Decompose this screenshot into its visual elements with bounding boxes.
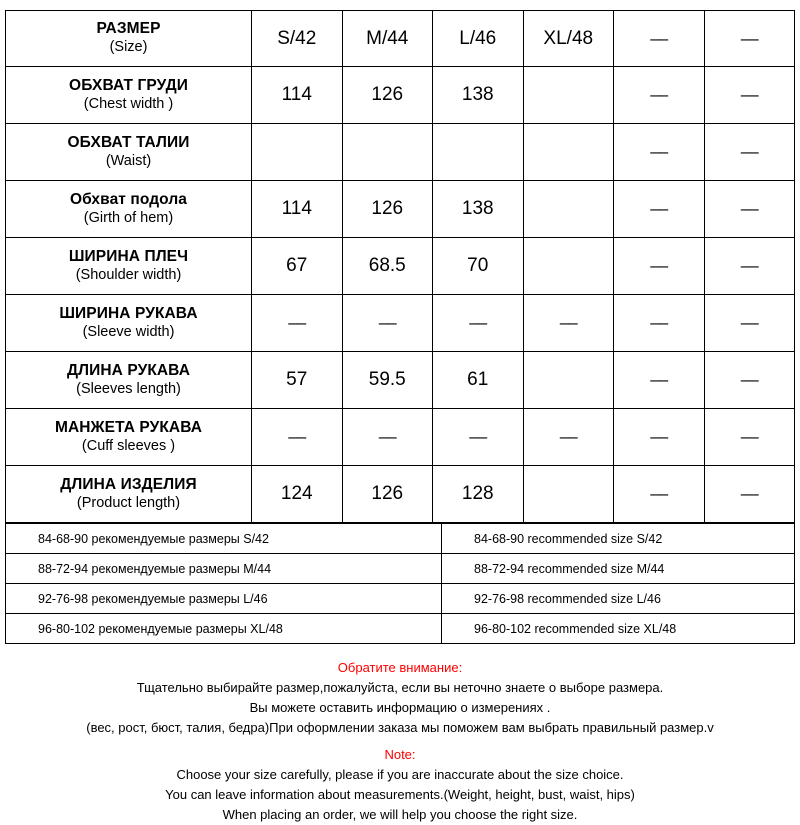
note-line-ru-3: (вес, рост, бюст, талия, бедра)При оформлении заказа мы поможем вам выбрать правильный размер.v	[86, 720, 714, 736]
note-heading-en: Note:	[384, 746, 416, 762]
row-header-girth-of-hem	[6, 181, 252, 238]
cell-value: ––	[614, 295, 705, 352]
cell-value: ––	[614, 181, 705, 238]
note-line-en-3: When placing an order, we will help you choose the right size.	[222, 806, 578, 822]
cell-value: 114	[252, 181, 343, 238]
row-header-shoulder-width	[6, 238, 252, 295]
column-header-1: S/42	[252, 11, 343, 67]
row-label-ru: ОБХВАТ ГРУДИ	[69, 76, 188, 94]
recommended-size-en: 92-76-98 recommended size L/46	[442, 584, 795, 614]
cell-value: ––	[704, 181, 795, 238]
cell-value: 126	[342, 181, 433, 238]
row-label-ru: Обхват подола	[69, 190, 188, 208]
recommended-size-ru: 84-68-90 рекомендуемые размеры S/42	[6, 524, 442, 554]
table-row	[6, 409, 795, 466]
row-header-sleeves-length	[6, 352, 252, 409]
row-header-waist	[6, 124, 252, 181]
row-header-size-en: (Size)	[109, 39, 148, 56]
row-label-en: (Sleeve width)	[82, 323, 175, 340]
cell-value: ––	[704, 295, 795, 352]
recommended-size-ru: 96-80-102 рекомендуемые размеры XL/48	[6, 614, 442, 644]
row-header-cuff-sleeves	[6, 409, 252, 466]
list-item	[6, 554, 795, 584]
cell-value: 126	[342, 466, 433, 523]
column-header-2: M/44	[342, 11, 433, 67]
cell-value: ––	[252, 409, 343, 466]
recommended-size-ru: 88-72-94 рекомендуемые размеры M/44	[6, 554, 442, 584]
note-heading-ru: Обратите внимание:	[337, 660, 463, 675]
recommended-sizes-body	[6, 524, 795, 644]
cell-value: 128	[433, 466, 524, 523]
row-label-en: (Waist)	[105, 152, 152, 169]
cell-value	[523, 238, 614, 295]
row-label-en: (Chest width )	[83, 95, 174, 112]
column-header-5: ––	[614, 11, 705, 67]
cell-value	[433, 124, 524, 181]
cell-value: ––	[523, 409, 614, 466]
cell-value	[523, 124, 614, 181]
cell-value: ––	[704, 124, 795, 181]
row-label-en: (Sleeves length)	[76, 380, 181, 397]
cell-value: 59.5	[342, 352, 433, 409]
table-row	[6, 466, 795, 523]
cell-value: ––	[614, 67, 705, 124]
list-item	[6, 614, 795, 644]
recommended-size-en: 96-80-102 recommended size XL/48	[442, 614, 795, 644]
cell-value: ––	[614, 124, 705, 181]
recommended-sizes-table	[5, 523, 795, 644]
list-item	[6, 524, 795, 554]
size-table-body	[6, 11, 795, 523]
table-row	[6, 67, 795, 124]
column-header-6: ––	[704, 11, 795, 67]
cell-value: 68.5	[342, 238, 433, 295]
row-header-size-ru: РАЗМЕР	[96, 20, 161, 38]
row-header-chest-width	[6, 67, 252, 124]
table-row	[6, 352, 795, 409]
cell-value: 57	[252, 352, 343, 409]
row-label-ru: ОБХВАТ ТАЛИИ	[67, 133, 190, 151]
cell-value: ––	[523, 295, 614, 352]
note-line-en-2: You can leave information about measurements.(Weight, height, bust, waist, hips)	[165, 786, 635, 802]
cell-value	[342, 124, 433, 181]
table-row	[6, 238, 795, 295]
cell-value: 138	[433, 181, 524, 238]
note-line-ru-2: Вы можете оставить информацию о измерениях .	[249, 700, 551, 716]
cell-value	[523, 352, 614, 409]
cell-value: ––	[704, 352, 795, 409]
cell-value: 114	[252, 67, 343, 124]
row-header-size	[6, 11, 252, 67]
row-label-en: (Shoulder width)	[75, 266, 182, 283]
cell-value	[523, 67, 614, 124]
row-label-ru: ШИРИНА РУКАВА	[59, 304, 198, 322]
row-header-sleeve-width	[6, 295, 252, 352]
cell-value: ––	[704, 409, 795, 466]
row-header-product-length	[6, 466, 252, 523]
row-label-en: (Cuff sleeves )	[81, 437, 176, 454]
cell-value: ––	[433, 295, 524, 352]
row-label-ru: ШИРИНА ПЛЕЧ	[68, 247, 189, 265]
cell-value: ––	[252, 295, 343, 352]
recommended-size-en: 88-72-94 recommended size M/44	[442, 554, 795, 584]
size-table-header-row	[6, 11, 795, 67]
size-table	[5, 10, 795, 523]
cell-value: 138	[433, 67, 524, 124]
row-label-en: (Product length)	[76, 494, 181, 511]
cell-value: 124	[252, 466, 343, 523]
cell-value: 61	[433, 352, 524, 409]
column-header-4: XL/48	[523, 11, 614, 67]
cell-value: ––	[433, 409, 524, 466]
cell-value: ––	[614, 409, 705, 466]
cell-value: ––	[704, 67, 795, 124]
cell-value: ––	[342, 409, 433, 466]
cell-value: ––	[614, 352, 705, 409]
cell-value: ––	[614, 238, 705, 295]
recommended-size-ru: 92-76-98 рекомендуемые размеры L/46	[6, 584, 442, 614]
cell-value: ––	[614, 466, 705, 523]
column-header-3: L/46	[433, 11, 524, 67]
table-row	[6, 295, 795, 352]
cell-value: ––	[704, 238, 795, 295]
size-chart-page	[0, 10, 800, 822]
row-label-ru: ДЛИНА ИЗДЕЛИЯ	[60, 475, 197, 493]
cell-value: 70	[433, 238, 524, 295]
cell-value	[523, 181, 614, 238]
row-label-ru: ДЛИНА РУКАВА	[67, 361, 190, 379]
note-line-ru-1: Тщательно выбирайте размер,пожалуйста, если вы неточно знаете о выборе размера.	[136, 680, 664, 696]
cell-value: ––	[342, 295, 433, 352]
cell-value	[252, 124, 343, 181]
recommended-size-en: 84-68-90 recommended size S/42	[442, 524, 795, 554]
cell-value	[523, 466, 614, 523]
row-label-ru: МАНЖЕТА РУКАВА	[54, 418, 203, 436]
cell-value: 126	[342, 67, 433, 124]
cell-value: 67	[252, 238, 343, 295]
cell-value: ––	[704, 466, 795, 523]
note-line-en-1: Choose your size carefully, please if you are inaccurate about the size choice.	[176, 766, 624, 782]
row-label-en: (Girth of hem)	[83, 209, 174, 226]
list-item	[6, 584, 795, 614]
table-row	[6, 181, 795, 238]
table-row	[6, 124, 795, 181]
